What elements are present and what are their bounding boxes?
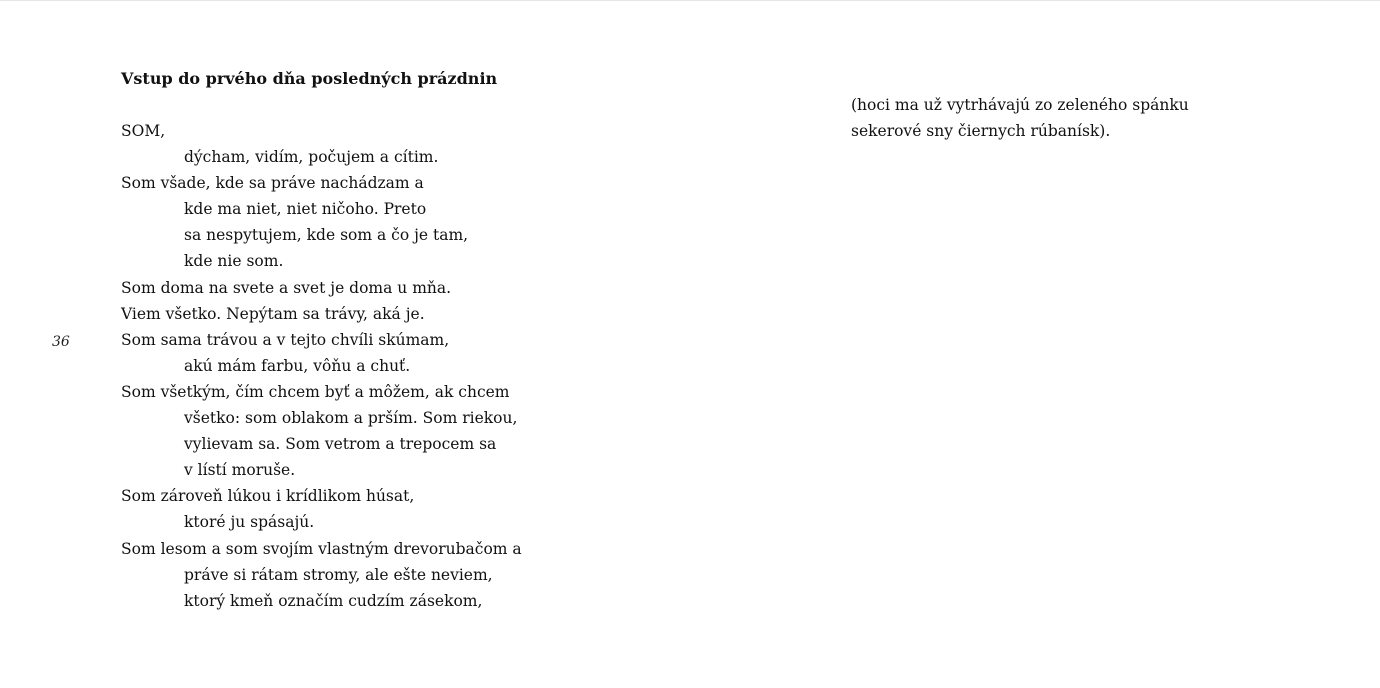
poem-line: (hoci ma už vytrhávajú zo zeleného spánku xyxy=(851,96,1189,114)
poem-line: Som doma na svete a svet je doma u mňa. xyxy=(121,278,452,297)
right-page xyxy=(851,92,1331,144)
poem-body-left xyxy=(121,118,681,614)
poem-line: v lístí moruše. xyxy=(184,461,296,480)
poem-line: vylievam sa. Som vetrom a trepocem sa xyxy=(184,435,497,454)
top-divider xyxy=(0,0,1380,1)
poem-line: Som všetkým, čím chcem byť a môžem, ak chcem xyxy=(121,382,510,401)
poem-line: akú mám farbu, vôňu a chuť. xyxy=(184,356,411,375)
poem-line: sa nespytujem, kde som a čo je tam, xyxy=(184,226,469,245)
poem-line: sekerové sny čiernych rúbanísk). xyxy=(851,122,1111,141)
poem-line: Viem všetko. Nepýtam sa trávy, aká je. xyxy=(121,304,425,323)
poem-line: všetko: som oblakom a prším. Som riekou, xyxy=(184,409,518,428)
poem-line: dýcham, vidím, počujem a cítim. xyxy=(184,148,439,167)
poem-line: kde nie som. xyxy=(184,252,284,271)
poem-title: Vstup do prvého dňa posledných prázdnin xyxy=(121,69,498,88)
poem-line: kde ma niet, niet ničoho. Preto xyxy=(184,200,427,219)
poem-line: ktorý kmeň označím cudzím zásekom, xyxy=(184,591,483,610)
poem-line: Som sama trávou a v tejto chvíli skúmam, xyxy=(121,330,450,349)
poem-line: ktoré ju spásajú. xyxy=(184,513,315,532)
poem-line: práve si rátam stromy, ale ešte neviem, xyxy=(184,565,493,584)
poem-line: Som lesom a som svojím vlastným drevorubačom a xyxy=(121,539,522,558)
poem-line: Som všade, kde sa práve nachádzam a xyxy=(121,174,424,193)
poem-line: Som zároveň lúkou i krídlikom húsat, xyxy=(121,487,415,506)
poem-line: SOM, xyxy=(121,122,166,140)
page-number: 36 xyxy=(52,334,70,350)
left-page xyxy=(121,66,681,614)
